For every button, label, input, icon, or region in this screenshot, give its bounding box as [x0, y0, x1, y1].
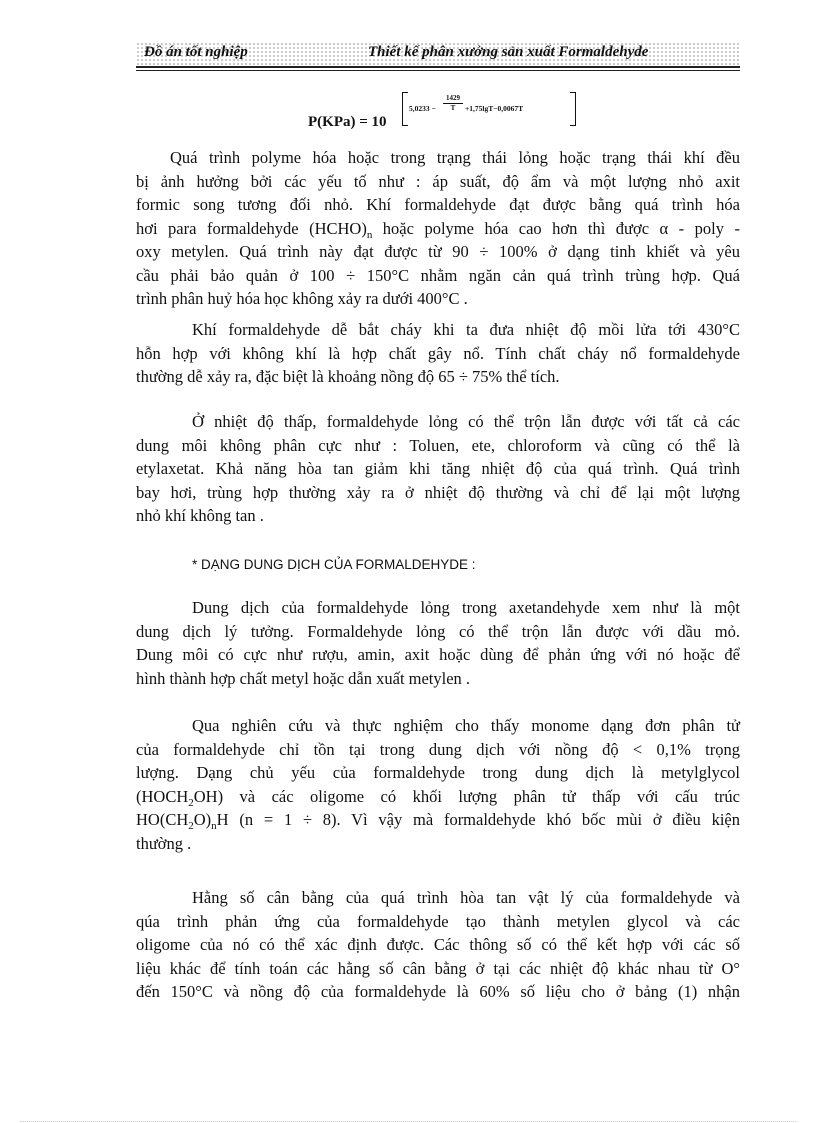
text-line: Dung dịch của formaldehyde lỏng trong axetandehyde xem như là một [192, 598, 740, 617]
paragraph-equilibrium [136, 886, 740, 1004]
text-line: lượng. Dạng chủ yếu của formaldehyde trong dung dịch là metylglycol [136, 763, 740, 782]
text-line: $(HOCH_2OH)$ và các oligome có khối lượng phân tử thấp với cấu trúc [136, 786, 740, 809]
text-line: Quá trình polyme hóa hoặc trong trạng thái lỏng hoặc trạng thái khí đều [170, 148, 740, 167]
section-heading [136, 553, 740, 577]
text-line: thường dễ xảy ra, đặc biệt là khoảng nồng độ 65 ÷ 75% thể tích. [136, 367, 560, 386]
text-line: $HO(CH_2O)_nH$ (n = 1 ÷ 8). Vì vậy mà formaldehyde khó bốc mùi ở điều kiện [136, 810, 740, 832]
paragraph-solubility [136, 410, 740, 528]
paragraph-polymerization [136, 146, 740, 311]
heading-text: * DẠNG DUNG DỊCH CỦA FORMALDEHYDE : [192, 557, 476, 572]
text-line: cầu phải bảo quản ở 100 ÷ 150°C nhằm ngăn cản quá trình trùng hợp. Quá [136, 265, 740, 285]
text-line: bay hơi, trùng hợp thường xảy ra ở nhiệt độ thường và chỉ để lại một lượng [136, 482, 740, 502]
text-line: thường . [136, 833, 192, 853]
text-line: Ở nhiệt độ thấp, formaldehyde lỏng có thể trộn lẫn được với tất cả các [192, 412, 740, 431]
text-line: dung môi không phân cực như : Toluen, ete, chloroform và cũng có thể là [136, 435, 740, 455]
vapor-pressure-formula [308, 92, 578, 132]
header-left-title: Đồ án tốt nghiệp [144, 44, 248, 60]
formula-frac-num: 1429 [443, 94, 463, 104]
text-line: hơi para formaldehyde $(HCHO)_n$ hoặc polyme hóa cao hơn thì được α - poly - [136, 218, 740, 241]
text-line: Qua nghiên cứu và thực nghiệm cho thấy monome dạng đơn phân tử [192, 716, 740, 735]
text-line: qúa trình phản ứng của formaldehyde tạo thành metylen glycol và các [136, 911, 740, 931]
text-line: Hằng số cân bằng của quá trình hòa tan vật lý của formaldehyde và [192, 888, 740, 907]
page-bottom-border [20, 1121, 796, 1122]
text-line: Dung môi có cực như rượu, amin, axit hoặc dùng để phản ứng với nó hoặc để [136, 645, 740, 664]
paragraph-solution [136, 596, 740, 690]
text-line: oligome của nó có thể xác định được. Các thông số có thể kết hợp với các số [136, 935, 740, 954]
text-line: liệu khác để tính toán các hằng số cân bằng ở tại các nhiệt độ khác nhau từ O° [136, 958, 740, 978]
formula-fraction [443, 94, 463, 113]
formula-main: P(KPa) = 10 [308, 114, 387, 130]
text-line: hình thành hợp chất metyl hoặc dẫn xuất metylen . [136, 668, 471, 688]
paragraph-research [136, 714, 740, 855]
text-line: trình phân huỷ hóa học không xảy ra dưới 400°C . [136, 289, 468, 308]
paragraph-flammability [136, 318, 740, 389]
formula-exponent [402, 92, 576, 126]
text-line: đến 150°C và nồng độ của formaldehyde là 60% số liệu cho ở bảng (1) nhận [136, 982, 740, 1001]
text-line: hỗn hợp với không khí là hợp chất gây nổ. Tính chất cháy nổ formaldehyde [136, 343, 740, 363]
text-line: formic song tương đối nhỏ. Khí formaldehyde đạt được bằng quá trình hóa [136, 195, 740, 214]
header-right-title: Thiết kế phân xưởng sản xuất Formaldehyde [368, 44, 649, 60]
text-line: dung dịch lý tưởng. Formaldehyde lỏng có thể trộn lẫn được với dầu mỏ. [136, 621, 740, 641]
page-header [136, 42, 740, 68]
text-line: etylaxetat. Khả năng hòa tan giảm khi tăng nhiệt độ của quá trình. Quá trình [136, 459, 740, 478]
text-line: của formaldehyde chỉ tồn tại trong dung dịch với nồng độ < 0,1% trọng [136, 739, 740, 759]
formula-frac-den: T [450, 104, 456, 112]
formula-exp-a: 5,0233 − [409, 104, 436, 113]
text-line: nhỏ khí không tan . [136, 506, 264, 525]
formula-exp-b: +1,75lgT−0,0067T [465, 104, 524, 113]
text-line: oxy metylen. Quá trình này đạt được từ 90 ÷ 100% ở dạng tinh khiết và yêu [136, 242, 740, 261]
text-line: bị ảnh hưởng bởi các yếu tố như : áp suất, độ ẩm và một lượng nhỏ axit [136, 171, 740, 191]
text-line: Khí formaldehyde dễ bắt cháy khi ta đưa nhiệt độ mồi lửa tới 430°C [192, 320, 740, 339]
